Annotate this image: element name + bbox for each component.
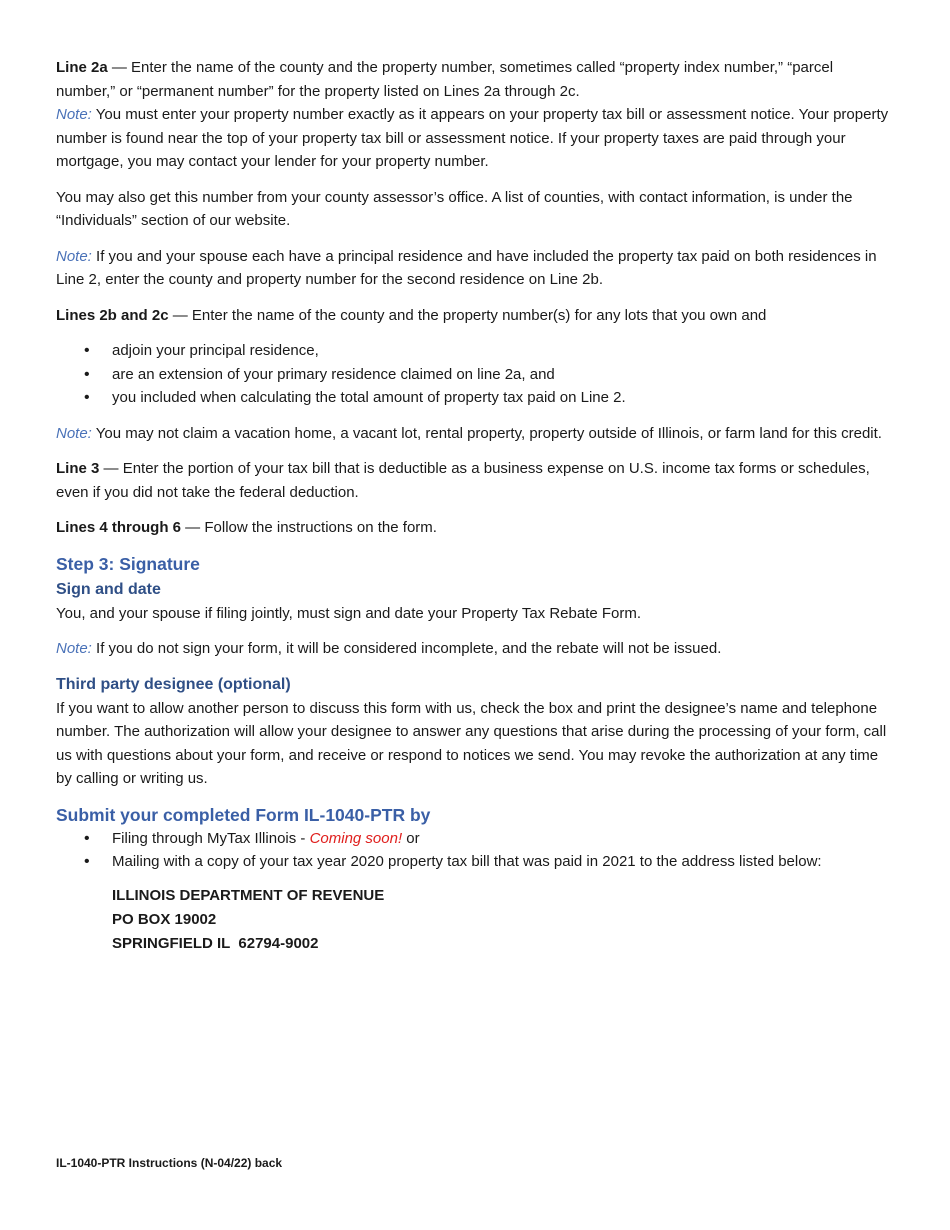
lines-4-6-paragraph — [56, 516, 896, 540]
spouse-note-text: If you and your spouse each have a principal residence and have included the property tax paid on both residences in Line 2, enter the county and property number for the second residence on Line 2b. — [56, 247, 877, 288]
mytax-text: Filing through MyTax Illinois - — [112, 829, 310, 847]
line-3-paragraph — [56, 457, 896, 504]
note-label: Note: — [56, 640, 92, 657]
lines-4-6-label: Lines 4 through 6 — [56, 519, 182, 536]
list-item: • you included when calculating the total amount of property tax paid on Line 2. — [112, 386, 896, 410]
line-2a-text: — Enter the name of the county and the property number, sometimes called “property index number,” “parcel number,” or “permanent number” for the property listed on Lines 2a through 2c. — [56, 59, 834, 100]
line-2a-paragraph — [56, 56, 896, 103]
vacation-note-text: You may not claim a vacation home, a vacant lot, rental property, property outside of Illinois, or farm land for this credit. — [91, 424, 882, 442]
line-2a-note — [56, 103, 896, 174]
address-line: ILLINOIS DEPARTMENT OF REVENUE — [112, 886, 385, 904]
mailing-address — [112, 884, 896, 956]
instructions-page — [56, 56, 896, 956]
line-3-text: — Enter the portion of your tax bill that is deductible as a business expense on U.S. income tax forms or schedules, even if you did not take the federal deduction. — [56, 460, 870, 501]
signature-note — [56, 637, 896, 661]
step-3-heading: Step 3: Signature — [56, 553, 200, 574]
list-item: • are an extension of your primary residence claimed on line 2a, and — [112, 363, 896, 387]
spouse-note — [56, 245, 896, 292]
line-3-label: Line 3 — [56, 460, 100, 477]
submit-bullet-list — [56, 827, 896, 874]
note-label: Note: — [56, 106, 92, 123]
note-label: Note: — [56, 424, 92, 442]
or-text: or — [402, 829, 420, 847]
lines-4-6-text: — Follow the instructions on the form. — [181, 519, 437, 536]
sign-date-text: You, and your spouse if filing jointly, must sign and date your Property Tax Rebate Form. — [56, 604, 642, 622]
signature-note-text: If you do not sign your form, it will be considered incomplete, and the rebate will not be issued. — [91, 640, 722, 657]
address-line: SPRINGFIELD IL 62794-9002 — [112, 934, 319, 952]
third-party-text: If you want to allow another person to discuss this form with us, check the box and print the designee’s name and telephone number. The authorization will allow your designee to answer any questions that arise during the processing of your form, call us with questions about your form, and receive or respond to notices we send. You may revoke the authorization at any time by calling or writing us. — [56, 699, 887, 787]
third-party-heading: Third party designee (optional) — [56, 675, 291, 693]
lines-2b-2c-text: — Enter the name of the county and the property number(s) for any lots that you own and — [168, 306, 767, 324]
lines-2b-2c-label: Lines 2b and 2c — [56, 306, 169, 324]
line-2a-note-text: You must enter your property number exactly as it appears on your property tax bill or assessment notice. Your property number is found near the top of your property tax bill or assessment notice. If your property taxes are paid through your mortgage, you may contact your lender for your property number. — [56, 106, 889, 170]
sign-date-heading: Sign and date — [56, 580, 161, 598]
list-item: • adjoin your principal residence, — [112, 339, 896, 363]
list-item — [112, 827, 896, 851]
submit-heading: Submit your completed Form IL-1040-PTR by — [56, 804, 431, 825]
address-line: PO BOX 19002 — [112, 910, 217, 928]
lines-2b-2c-paragraph — [56, 304, 896, 328]
vacation-note — [56, 422, 896, 446]
page-footer: IL-1040-PTR Instructions (N-04/22) back — [56, 1156, 283, 1170]
note-label: Note: — [56, 247, 92, 265]
coming-soon-text: Coming soon! — [309, 829, 403, 847]
lots-bullet-list — [56, 339, 896, 410]
line-2a-label: Line 2a — [56, 59, 108, 76]
list-item: • Mailing with a copy of your tax year 2020 property tax bill that was paid in 2021 to the address listed below: — [112, 850, 896, 874]
assessor-paragraph: You may also get this number from your county assessor’s office. A list of counties, with contact information, is under the “Individuals” section of our website. — [56, 188, 853, 229]
